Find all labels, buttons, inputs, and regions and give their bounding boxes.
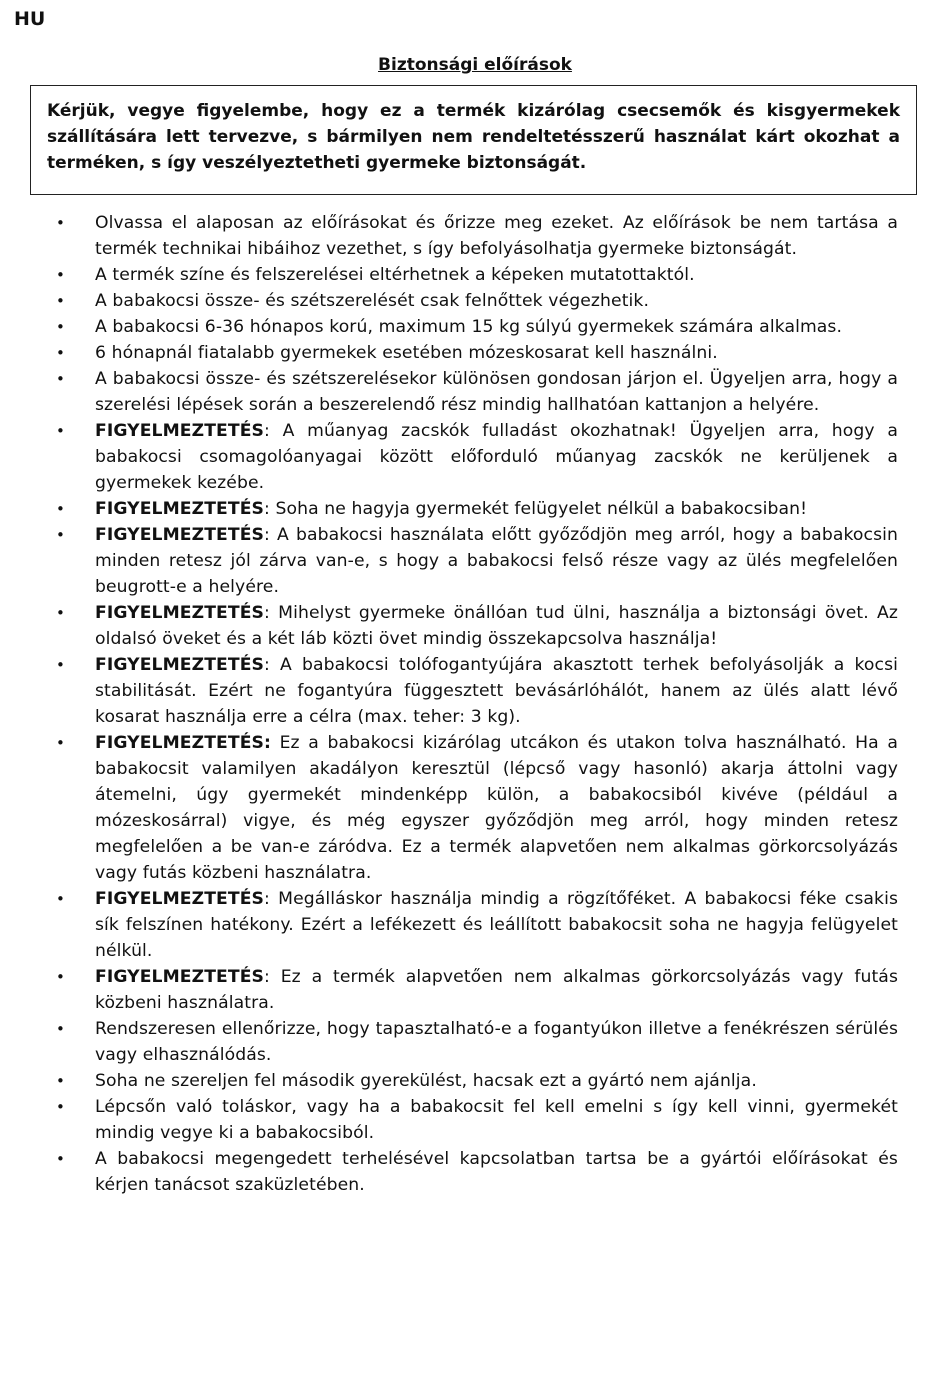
list-item (0, 418, 898, 496)
list-item (0, 964, 898, 1016)
bullet-icon: • (56, 318, 65, 336)
bullet-icon: • (56, 370, 65, 388)
warning-label: FIGYELMEZTETÉS (95, 655, 265, 675)
item-text: Lépcsőn való toláskor, vagy ha a babakocsit fel kell emelni s így kell vinni, gyermekét mindig vegye ki a babakocsiból. (95, 1097, 898, 1143)
item-text: A babakocsi össze- és szétszerelését csak felnőttek végezhetik. (95, 291, 650, 311)
bullet-icon: • (56, 1150, 65, 1168)
item-text: A termék színe és felszerelései eltérhetnek a képeken mutatottaktól. (95, 265, 695, 285)
warning-label: FIGYELMEZTETÉS (95, 499, 265, 519)
list-item (0, 366, 898, 418)
list-item (0, 1146, 898, 1198)
list-item (0, 886, 898, 964)
list-item (0, 210, 898, 262)
bullet-icon: • (56, 1020, 65, 1038)
item-text: : Ez a termék alapvetően nem alkalmas görkorcsolyázás vagy futás közbeni használatra. (95, 967, 898, 1013)
warning-label: FIGYELMEZTETÉS (95, 603, 265, 623)
warning-label: FIGYELMEZTETÉS (95, 967, 265, 987)
warning-label: FIGYELMEZTETÉS (95, 525, 265, 545)
bullet-icon: • (56, 266, 65, 284)
notice-box: Kérjük, vegye figyelembe, hogy ez a termék kizárólag csecsemők és kisgyermekek szállítására lett tervezve, s bármilyen nem rendeltetésszerű használat kárt okozhat a terméken, s így veszélyeztetheti gyermeke biztonságát. (30, 85, 917, 195)
bullet-icon: • (56, 214, 65, 232)
list-item (0, 1068, 898, 1094)
bullet-icon: • (56, 292, 65, 310)
bullet-icon: • (56, 422, 65, 440)
bullet-icon: • (56, 344, 65, 362)
item-text: : A babakocsi tolófogantyújára akasztott terhek befolyásolják a kocsi stabilitását. Ezért ne fogantyúra függesztett bevásárlóhálót, hanem az ülés alatt lévő kosarat használja erre a célra (max. teher: 3 kg). (95, 655, 898, 727)
list-item (0, 652, 898, 730)
warning-label: FIGYELMEZTETÉS: (95, 733, 271, 753)
item-text: A babakocsi össze- és szétszerelésekor különösen gondosan járjon el. Ügyeljen arra, hogy a szerelési lépések során a beszerelendő rész mindig hallhatóan kattanjon a helyére. (95, 369, 898, 415)
warning-label: FIGYELMEZTETÉS (95, 421, 265, 441)
list-item (0, 1016, 898, 1068)
bullet-icon: • (56, 1072, 65, 1090)
item-text: : A babakocsi használata előtt győződjön meg arról, hogy a babakocsin minden retesz jól zárva van-e, s hogy a babakocsi felső része vagy az ülés megfelelően beugrott-e a helyére. (95, 525, 898, 597)
list-item (0, 730, 898, 886)
bullet-icon: • (56, 1098, 65, 1116)
list-item (0, 340, 898, 366)
page-title: Biztonsági előírások (378, 55, 572, 75)
safety-rules-list (0, 210, 950, 1198)
bullet-icon: • (56, 968, 65, 986)
list-item (0, 496, 898, 522)
list-item (0, 600, 898, 652)
item-text: : Megálláskor használja mindig a rögzítőféket. A babakocsi féke csakis sík felszínen hatékony. Ezért a lefékezett és leállított babakocsit soha ne hagyja felügyelet nélkül. (95, 889, 898, 961)
list-item (0, 522, 898, 600)
bullet-icon: • (56, 890, 65, 908)
item-text: 6 hónapnál fiatalabb gyermekek esetében mózeskosarat kell használni. (95, 343, 718, 363)
bullet-icon: • (56, 734, 65, 752)
item-text: : Mihelyst gyermeke önállóan tud ülni, használja a biztonsági övet. Az oldalsó öveket és a két láb közti övet mindig összekapcsolva használja! (95, 603, 898, 649)
bullet-icon: • (56, 526, 65, 544)
warning-label: FIGYELMEZTETÉS (95, 889, 265, 909)
list-item (0, 314, 898, 340)
list-item (0, 288, 898, 314)
list-item (0, 1094, 898, 1146)
item-text: : A műanyag zacskók fulladást okozhatnak! Ügyeljen arra, hogy a babakocsi csomagolóanyagai között előforduló műanyag zacskók ne kerüljenek a gyermekek kezébe. (95, 421, 898, 493)
item-text: Rendszeresen ellenőrizze, hogy tapasztalható-e a fogantyúkon illetve a fenékrészen sérülés vagy elhasználódás. (95, 1019, 898, 1065)
item-text: A babakocsi megengedett terhelésével kapcsolatban tartsa be a gyártói előírásokat és kérjen tanácsot szaküzletében. (95, 1149, 898, 1195)
list-item (0, 262, 898, 288)
bullet-icon: • (56, 604, 65, 622)
language-code: HU (14, 8, 46, 30)
bullet-icon: • (56, 500, 65, 518)
item-text: Soha ne szereljen fel második gyerekülést, hacsak ezt a gyártó nem ajánlja. (95, 1071, 757, 1091)
item-text: Ez a babakocsi kizárólag utcákon és utakon tolva használható. Ha a babakocsit valamilyen akadályon keresztül (lépcső vagy hasonló) akarja áttolni vagy átemelni, úgy gyermekét mindenképp külön, a babakocsiból kivéve (például a mózeskosárral) vigye, és még egyszer győződjön meg arról, hogy minden retesz megfelelően a be van-e záródva. Ez a termék alapvetően nem alkalmas görkorcsolyázás vagy futás közbeni használatra. (95, 733, 898, 883)
item-text: : Soha ne hagyja gyermekét felügyelet nélkül a babakocsiban! (264, 499, 808, 519)
bullet-icon: • (56, 656, 65, 674)
item-text: Olvassa el alaposan az előírásokat és őrizze meg ezeket. Az előírások be nem tartása a termék technikai hibáihoz vezethet, s így befolyásolhatja gyermeke biztonságát. (95, 213, 898, 259)
item-text: A babakocsi 6-36 hónapos korú, maximum 15 kg súlyú gyermekek számára alkalmas. (95, 317, 843, 337)
